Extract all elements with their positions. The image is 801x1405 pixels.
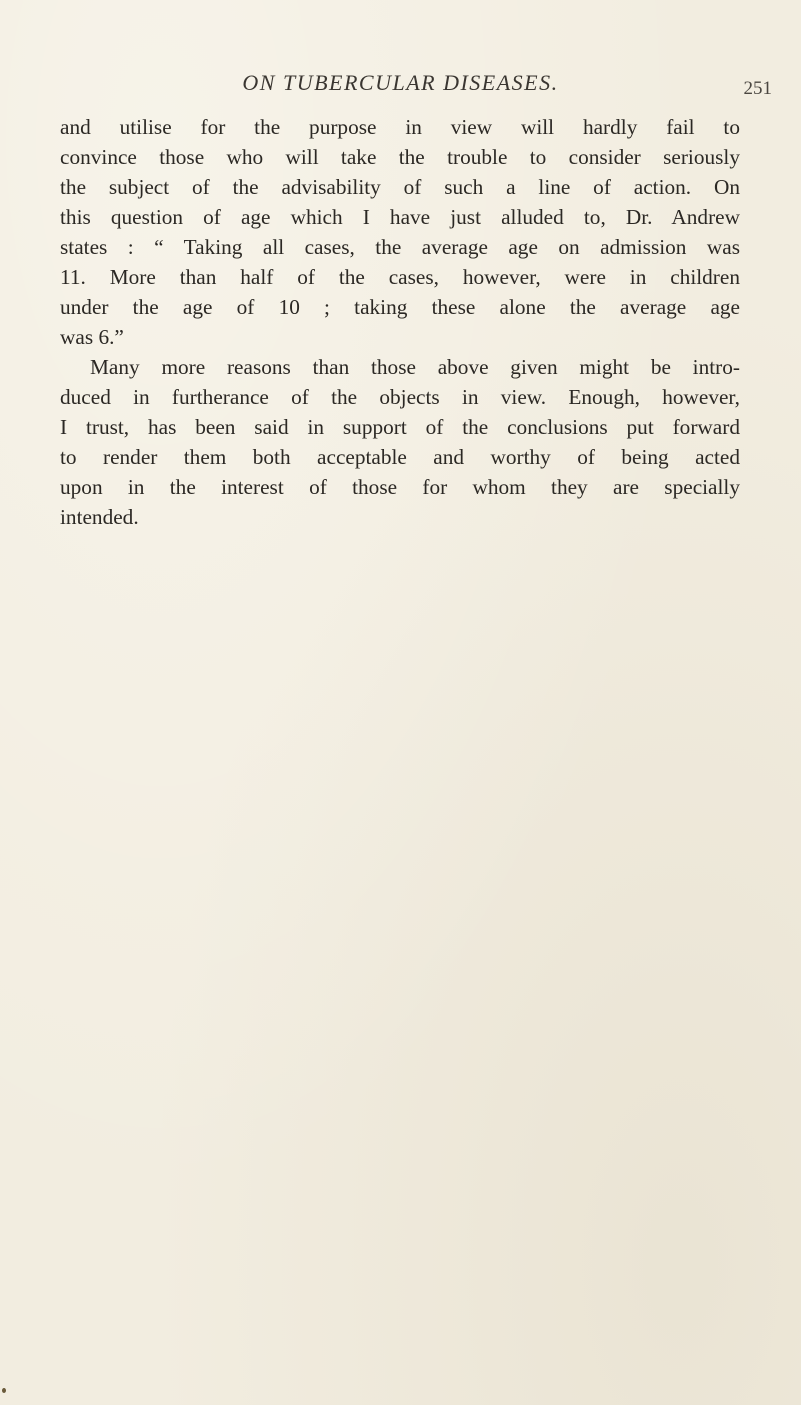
text-line: this question of age which I have just alluded to, Dr. Andrew	[60, 205, 740, 229]
text-line: upon in the interest of those for whom they are specially	[60, 475, 740, 499]
paragraph-1	[60, 112, 740, 352]
running-title: ON TUBERCULAR DISEASES.	[242, 70, 559, 95]
page-number: 251	[743, 78, 772, 99]
text-line: intended.	[60, 505, 139, 529]
text-line: 11. More than half of the cases, however, were in children	[60, 265, 740, 289]
body-text	[60, 112, 740, 532]
text-line: Many more reasons than those above given might be intro-	[90, 355, 740, 379]
text-line: to render them both acceptable and worthy of being acted	[60, 445, 740, 469]
paragraph-2	[60, 352, 740, 532]
text-line: was 6.”	[60, 325, 124, 349]
text-line: duced in furtherance of the objects in view. Enough, however,	[60, 385, 740, 409]
running-head	[0, 70, 801, 100]
paper-speck	[2, 1388, 6, 1393]
text-line: convince those who will take the trouble to consider seriously	[60, 145, 740, 169]
text-line: states : “ Taking all cases, the average age on admission was	[60, 235, 740, 259]
text-line: under the age of 10 ; taking these alone the average age	[60, 295, 740, 319]
text-line: and utilise for the purpose in view will hardly fail to	[60, 115, 740, 139]
text-line: I trust, has been said in support of the conclusions put forward	[60, 415, 740, 439]
text-line: the subject of the advisability of such a line of action. On	[60, 175, 740, 199]
